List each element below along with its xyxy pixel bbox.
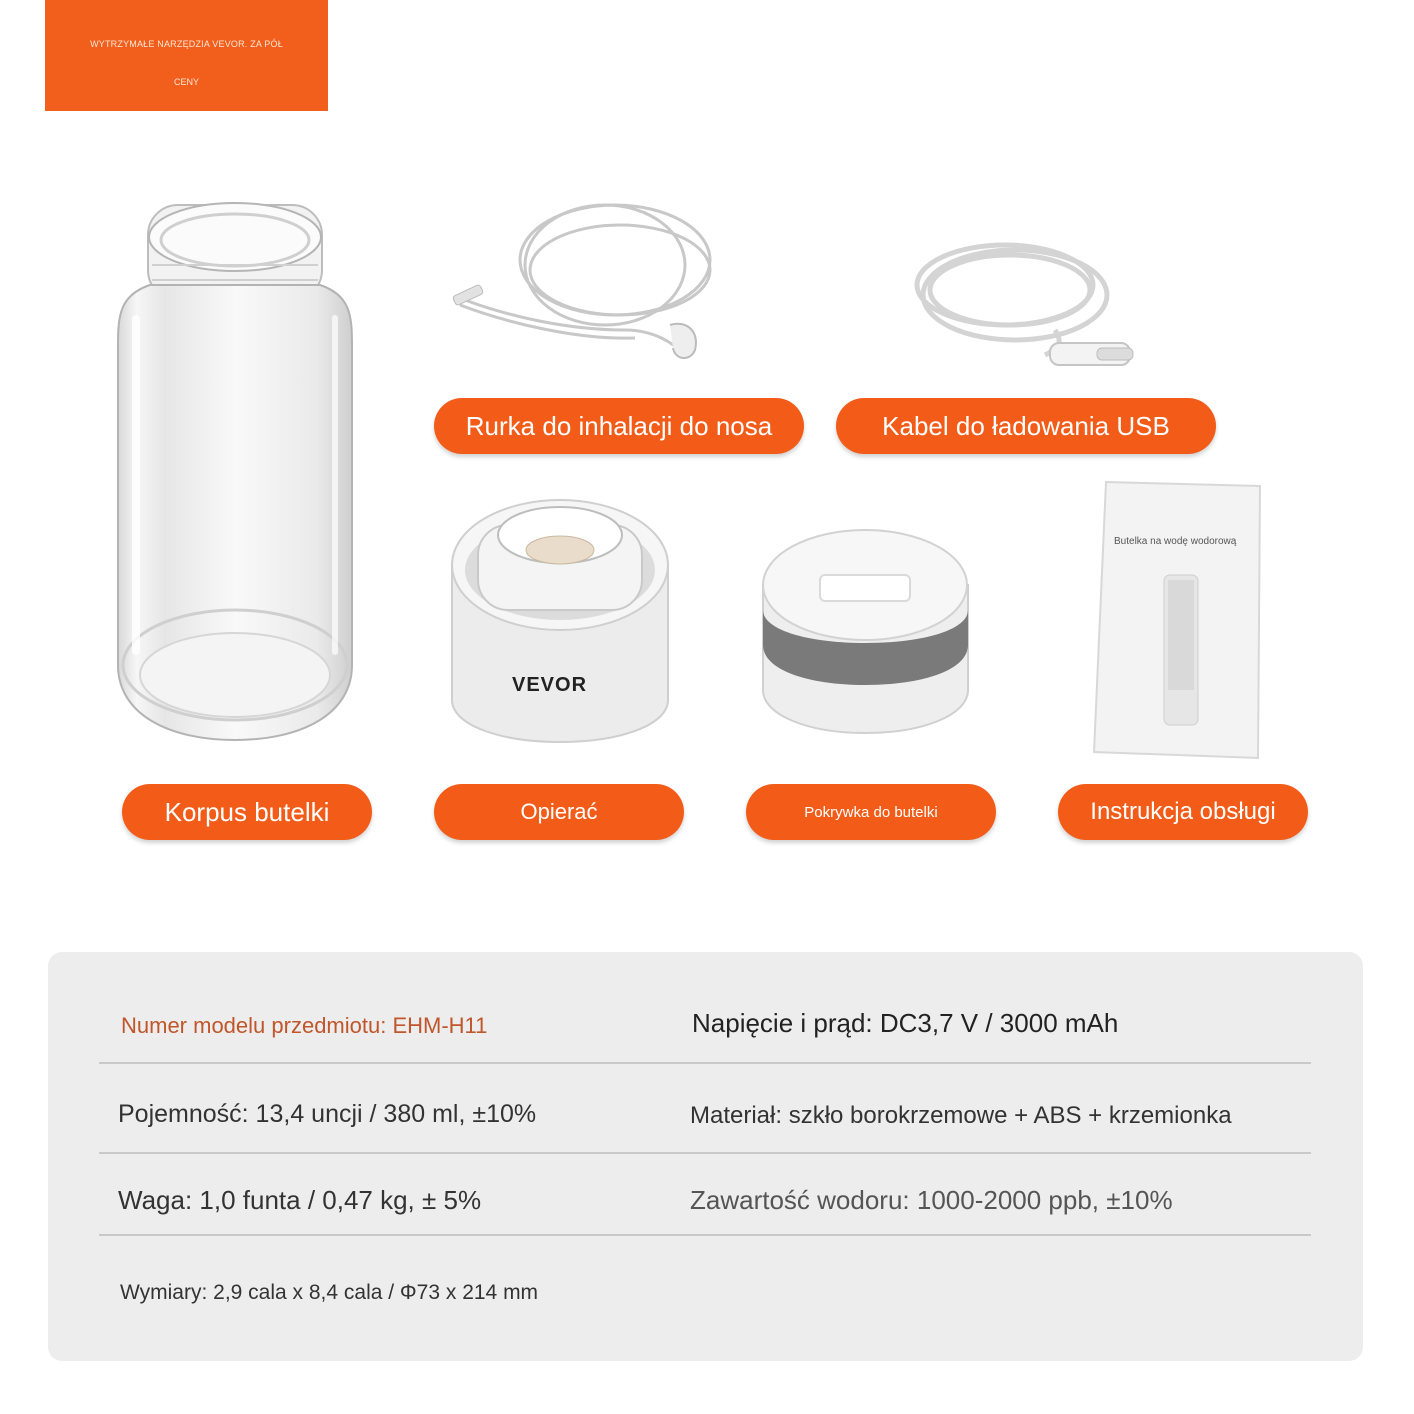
- spec-model-number: Numer modelu przedmiotu: EHM-H11: [121, 1013, 488, 1038]
- spec-voltage: Napięcie i prąd: DC3,7 V / 3000 mAh: [692, 1008, 1119, 1038]
- spec-divider: [99, 1234, 1311, 1236]
- spec-material: Materiał: szkło borokrzemowe + ABS + krzemionka: [690, 1102, 1232, 1129]
- base-brand-logo: VEVOR: [512, 674, 588, 696]
- spec-capacity: Pojemność: 13,4 uncji / 380 ml, ±10%: [118, 1100, 537, 1128]
- lid-image: [758, 525, 973, 740]
- brand-banner: [45, 0, 328, 111]
- nasal-tube-image: [445, 190, 725, 380]
- banner-line-2: CENY: [173, 77, 199, 87]
- spec-divider: [99, 1152, 1311, 1154]
- spec-hydrogen: Zawartość wodoru: 1000-2000 ppb, ±10%: [690, 1185, 1173, 1215]
- base-image: [440, 490, 680, 750]
- manual-title: Butelka na wodę wodorową: [1114, 536, 1237, 547]
- label-nasal-tube: Rurka do inhalacji do nosa: [434, 398, 804, 454]
- spec-divider: [99, 1062, 1311, 1064]
- spec-weight: Waga: 1,0 funta / 0,47 kg, ± 5%: [118, 1185, 482, 1215]
- label-manual: Instrukcja obsługi: [1058, 784, 1308, 840]
- usb-cable-image: [905, 225, 1145, 385]
- label-lid: Pokrywka do butelki: [746, 784, 996, 840]
- banner-line-1: WYTRZYMAŁE NARZĘDZIA VEVOR. ZA PÓŁ: [90, 39, 283, 49]
- spec-dimensions: Wymiary: 2,9 cala x 8,4 cala / Φ73 x 214 mm: [120, 1281, 539, 1304]
- manual-image: [1092, 480, 1262, 760]
- label-base: Opierać: [434, 784, 684, 840]
- bottle-body-image: [110, 195, 360, 745]
- label-usb-cable: Kabel do ładowania USB: [836, 398, 1216, 454]
- label-bottle-body: Korpus butelki: [122, 784, 372, 840]
